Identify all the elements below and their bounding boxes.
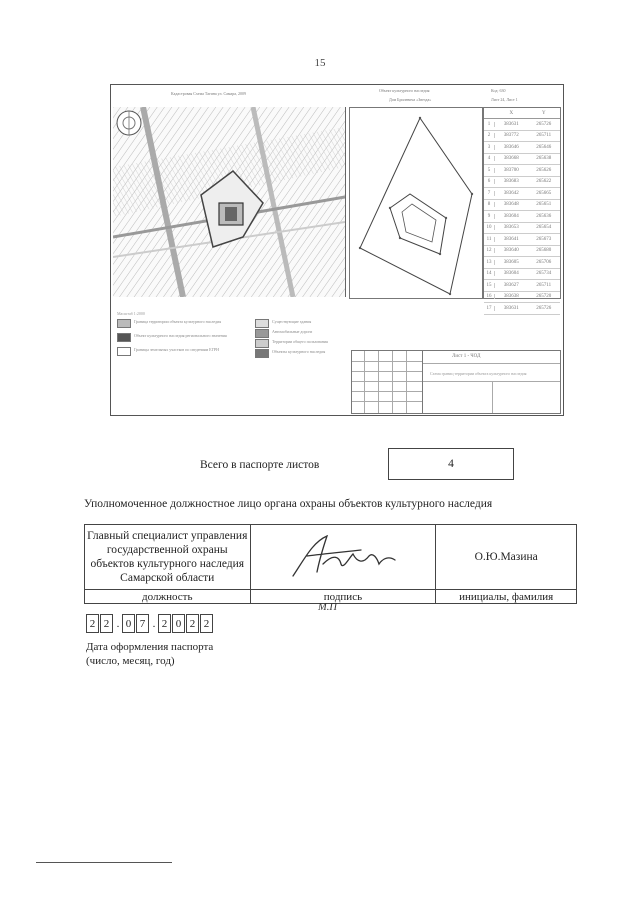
coordinates-cell: 265711: [536, 282, 552, 288]
date-digit-box: 2: [200, 614, 213, 633]
coordinates-cell: 11: [484, 237, 495, 242]
coordinates-cell: 12: [484, 248, 495, 253]
coordinates-cell: 9: [484, 214, 495, 219]
coordinates-cell: 8: [484, 202, 495, 207]
coordinates-row: [484, 165, 560, 177]
date-digit-box: 0: [122, 614, 135, 633]
coordinates-cell: 265651: [536, 202, 552, 208]
coordinates-cell: 265622: [536, 179, 552, 185]
coordinates-row: [484, 223, 560, 235]
coordinates-cell: 383646: [503, 144, 519, 150]
coordinates-cell: 2: [484, 133, 495, 138]
coordinates-cell: 265726: [536, 305, 552, 311]
date-separator: .: [116, 617, 120, 630]
legend-item: Граница территории объекта культурного наследия: [117, 319, 244, 328]
page-number: 15: [314, 57, 326, 69]
legend-swatch: [117, 333, 131, 342]
coordinates-row: [484, 119, 560, 131]
position-cell: Главный специалист управления государственной охраны объектов культурного наследия Самарской области: [85, 525, 251, 590]
coordinates-cell: 383604: [503, 213, 519, 219]
coordinates-cell: 17: [484, 306, 495, 311]
coordinates-cell: 383631: [503, 121, 519, 127]
scale-note: Масштаб 1:2000: [117, 311, 145, 316]
coordinates-cell: 3: [484, 145, 495, 150]
coordinates-cell: 383700: [503, 167, 519, 173]
cadastral-map-drawing: [113, 107, 345, 297]
signature-table: [84, 524, 577, 604]
coordinates-row: [484, 154, 560, 166]
date-digit-box: 0: [172, 614, 185, 633]
coordinates-cell: 383627: [503, 282, 519, 288]
name-cell: О.Ю.Мазина: [436, 525, 577, 590]
coordinates-cell: 383668: [503, 156, 519, 162]
coordinates-cell: 265638: [536, 156, 552, 162]
date-digit-box: 2: [100, 614, 113, 633]
date-separator: .: [152, 617, 156, 630]
legend-item: Границы земельных участков по сведениям ЕГРН: [117, 347, 244, 356]
coordinates-cell: 13: [484, 260, 495, 265]
legend-item: Объект культурного наследия регионального значения: [117, 333, 244, 342]
coordinates-row: [484, 177, 560, 189]
coordinates-cell: 265636: [536, 213, 552, 219]
sheet-header-main: Кадастровая Схема Тагина ул. Самара, 2009: [171, 91, 246, 96]
coordinates-row: [484, 303, 560, 315]
boundary-scheme-drawing: [350, 108, 482, 298]
stamp-place-label: М.П: [318, 602, 337, 613]
footnote-divider: [36, 862, 172, 863]
legend-item: Территории общего пользования: [255, 339, 352, 348]
coordinates-cell: 265720: [536, 294, 552, 300]
coordinates-cell: 383642: [503, 190, 519, 196]
legend-item: Существующие здания: [255, 319, 352, 328]
legend-swatch: [117, 347, 131, 356]
total-sheets-label: Всего в паспорте листов: [200, 459, 320, 471]
coordinates-cell: 16: [484, 294, 495, 299]
coordinates-cell: 265654: [536, 225, 552, 231]
legend-swatch: [255, 329, 269, 338]
coordinates-cell: 15: [484, 283, 495, 288]
authorized-officer-label: Уполномоченное должностное лицо органа охраны объектов культурного наследия: [84, 498, 493, 510]
coordinates-row: [484, 257, 560, 269]
coordinates-cell: 6: [484, 179, 495, 184]
coordinates-cell: 265726: [536, 121, 552, 127]
coordinates-cell: 383604: [503, 271, 519, 277]
signature-cell: [250, 525, 436, 590]
coordinates-row: [484, 269, 560, 281]
sheet-header-object: Объект культурного наследия: [379, 88, 430, 93]
title-block-title: Лист 1 - ЧОД: [452, 354, 481, 359]
sheet-header-sheet: Лист 24, Лист 1: [491, 97, 518, 102]
legend-item: Автомобильные дороги: [255, 329, 352, 338]
coordinates-cell: 5: [484, 168, 495, 173]
coordinates-cell: 383683: [503, 179, 519, 185]
coordinates-cell: 7: [484, 191, 495, 196]
date-digit-box: 2: [158, 614, 171, 633]
coordinates-cell: 383641: [503, 236, 519, 242]
date-boxes: [86, 614, 214, 633]
legend-swatch: [117, 319, 131, 328]
coordinates-cell: 383772: [503, 133, 519, 139]
map-sheet: [110, 84, 564, 416]
coordinates-cell: 265626: [536, 167, 552, 173]
signature-caption: подпись: [250, 590, 436, 604]
handwritten-signature: [283, 528, 403, 584]
legend-swatch: [255, 339, 269, 348]
coordinates-cell: 383605: [503, 259, 519, 265]
coordinates-cell: 265706: [536, 259, 552, 265]
coordinates-cell: 14: [484, 271, 495, 276]
legend-swatch: [255, 349, 269, 358]
coordinates-row: [484, 211, 560, 223]
coordinates-row: [484, 246, 560, 258]
position-caption: должность: [85, 590, 251, 604]
coordinates-row: [484, 234, 560, 246]
legend-item: Объекты культурного наследия: [255, 349, 352, 358]
name-caption: инициалы, фамилия: [436, 590, 577, 604]
coordinates-row: [484, 200, 560, 212]
coordinates-row: [484, 142, 560, 154]
sheet-header-code: Код: 630: [491, 88, 506, 93]
coordinates-cell: 265711: [536, 133, 552, 139]
coordinates-cell: 265673: [536, 236, 552, 242]
coordinates-cell: 1: [484, 122, 495, 127]
coordinates-cell: 10: [484, 225, 495, 230]
boundary-scheme: [349, 107, 483, 299]
date-label-line2: (число, месяц, год): [86, 655, 175, 667]
date-digit-box: 7: [136, 614, 149, 633]
date-digit-box: 2: [186, 614, 199, 633]
coordinates-cell: 265734: [536, 271, 552, 277]
title-block: [351, 350, 561, 414]
coordinates-table: [483, 107, 561, 311]
coordinates-row: [484, 292, 560, 304]
cadastral-map: [113, 107, 346, 297]
title-block-subtitle: Схема границ территории объекта культурного наследия: [430, 371, 527, 376]
coordinates-cell: 383653: [503, 225, 519, 231]
coordinates-cell: 4: [484, 156, 495, 161]
coordinates-cell: 265646: [536, 144, 552, 150]
coordinates-cell: 383631: [503, 305, 519, 311]
coordinates-cell: 265665: [536, 190, 552, 196]
date-label: [86, 640, 213, 668]
sheet-header: [111, 85, 563, 107]
sheet-header-object-name: Дом Брилевича «Звезда»: [389, 97, 432, 102]
coordinates-cell: 383648: [503, 202, 519, 208]
coordinates-row: [484, 188, 560, 200]
legend-swatch: [255, 319, 269, 328]
coordinates-cell: 383638: [503, 294, 519, 300]
coordinates-header: X Y: [484, 108, 560, 119]
coordinates-row: [484, 280, 560, 292]
coordinates-cell: 383640: [503, 248, 519, 254]
date-digit-box: 2: [86, 614, 99, 633]
coordinates-cell: 265680: [536, 248, 552, 254]
date-label-line1: Дата оформления паспорта: [86, 641, 214, 653]
total-sheets-value: 4: [388, 448, 514, 480]
coordinates-row: [484, 131, 560, 143]
